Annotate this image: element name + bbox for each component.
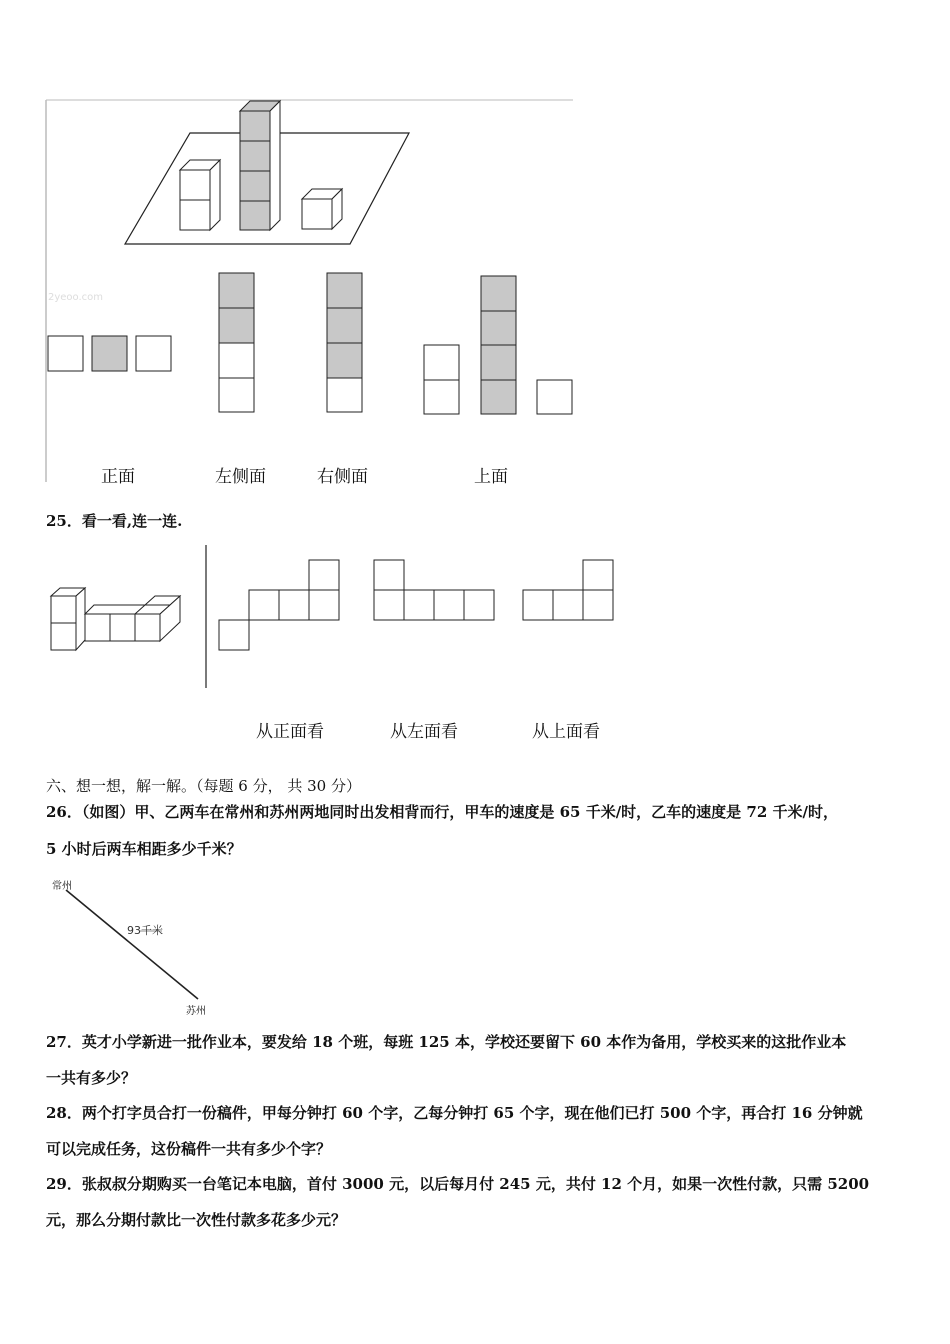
label-left-side: 左侧面 [215, 467, 266, 487]
map-city-suzhou: 苏州 [186, 1006, 206, 1017]
q28-line2: 可以完成任务，这份稿件一共有多少个字？ [46, 1140, 332, 1158]
watermark: 2yeoo.com [48, 292, 104, 303]
label-top: 上面 [474, 467, 508, 487]
q26-line2: 5 小时后两车相距多少千米？ [46, 840, 242, 858]
map-distance: 93千米 [127, 924, 163, 937]
q26-line1: 26．（如图）甲、乙两车在常州和苏州两地同时出发相背而行，甲车的速度是 65 千米/时，乙车的速度是 72 千米/时， [46, 803, 838, 821]
q27-line2: 一共有多少？ [46, 1069, 137, 1087]
q25-title: 25．看一看,连一连. [46, 512, 183, 530]
label-right-side: 右侧面 [317, 467, 368, 487]
q29-line1: 29．张叔叔分期购买一台笔记本电脑，首付 3000 元，以后每月付 245 元，共付 12 个月，如果一次性付款，只需 5200 [46, 1175, 870, 1193]
q25-label-left: 从左面看 [390, 722, 458, 742]
q27-line1: 27．英才小学新进一批作业本，要发给 18 个班，每班 125 本，学校还要留下 60 本作为备用，学校买来的这批作业本 [46, 1033, 847, 1051]
map-city-changzhou: 常州 [52, 881, 72, 892]
q29-line2: 元，那么分期付款比一次性付款多花多少元？ [46, 1211, 347, 1229]
q28-line1: 28．两个打字员合打一份稿件，甲每分钟打 60 个字，乙每分钟打 65 个字，现在他们已打 500 个字，再合打 16 分钟就 [46, 1104, 863, 1122]
q25-label-top: 从上面看 [532, 722, 600, 742]
label-front: 正面 [101, 467, 135, 487]
route-line [66, 890, 198, 999]
section-heading: 六、想一想，解一解。（每题 6 分， 共 30 分） [46, 777, 361, 795]
q25-label-front: 从正面看 [256, 722, 324, 742]
